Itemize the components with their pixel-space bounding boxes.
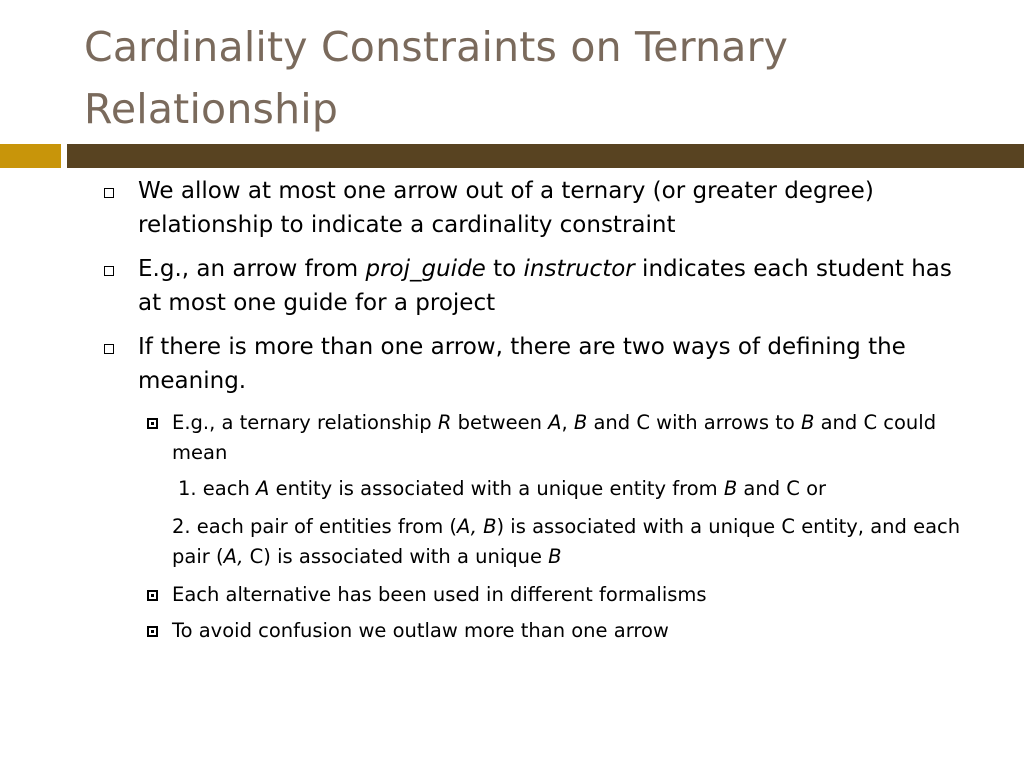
italic-term: B	[800, 411, 815, 434]
bullet-item	[96, 330, 976, 398]
italic-term: B	[573, 411, 588, 434]
text-run: and C or	[737, 477, 827, 500]
slide-body	[96, 174, 976, 652]
text-run: to	[485, 256, 524, 282]
bullet-item	[96, 252, 976, 320]
bullet-text	[138, 256, 952, 316]
hollow-square-bullet-icon	[104, 344, 114, 354]
italic-term: A,	[223, 545, 244, 568]
italic-term: A	[548, 411, 562, 434]
text-run: E.g., a ternary relationship	[172, 411, 438, 434]
italic-term: A, B	[457, 515, 497, 538]
text-run: entity is associated with a unique entity from	[269, 477, 724, 500]
title-divider-bar	[67, 144, 1024, 168]
numbered-option-1	[96, 474, 976, 504]
hollow-square-bullet-icon	[104, 188, 114, 198]
italic-term: instructor	[523, 256, 635, 282]
bullet-text: Each alternative has been used in different formalisms	[172, 583, 707, 606]
text-run: ) is associated with a unique C entity, and each pair (	[172, 515, 961, 568]
text-run: C) is associated with a unique	[243, 545, 549, 568]
title-accent-bar	[0, 144, 61, 168]
sub-bullet-item	[96, 616, 976, 646]
filled-square-bullet-icon	[147, 418, 158, 429]
text-run: E.g., an arrow from	[138, 256, 366, 282]
bullet-text: We allow at most one arrow out of a ternary (or greater degree) relationship to indicate a cardinality constraint	[138, 178, 874, 238]
filled-square-bullet-icon	[147, 590, 158, 601]
filled-square-bullet-icon	[147, 626, 158, 637]
italic-term: B	[548, 545, 562, 568]
text-run: 1. each	[178, 477, 257, 500]
hollow-square-bullet-icon	[104, 266, 114, 276]
italic-term: B	[723, 477, 738, 500]
numbered-option-2	[96, 512, 976, 572]
text-run: 2. each pair of entities from (	[172, 515, 458, 538]
bullet-text: To avoid confusion we outlaw more than one arrow	[172, 619, 669, 642]
sub-bullet-item	[96, 580, 976, 610]
italic-term: R	[437, 411, 452, 434]
sub-bullet-item	[96, 408, 976, 468]
italic-term: proj_guide	[365, 256, 486, 282]
text-run: indicates each student has at most one guide for a project	[138, 256, 952, 316]
bullet-text	[172, 411, 936, 464]
bullet-text: If there is more than one arrow, there are two ways of defining the meaning.	[138, 334, 906, 394]
bullet-item	[96, 174, 976, 242]
slide-title: Cardinality Constraints on Ternary Relationship	[84, 23, 789, 133]
text-run: and C could mean	[172, 411, 937, 464]
text-run: and C with arrows to	[587, 411, 801, 434]
text-run: between	[451, 411, 549, 434]
italic-term: A	[256, 477, 270, 500]
text-run: ,	[561, 411, 574, 434]
